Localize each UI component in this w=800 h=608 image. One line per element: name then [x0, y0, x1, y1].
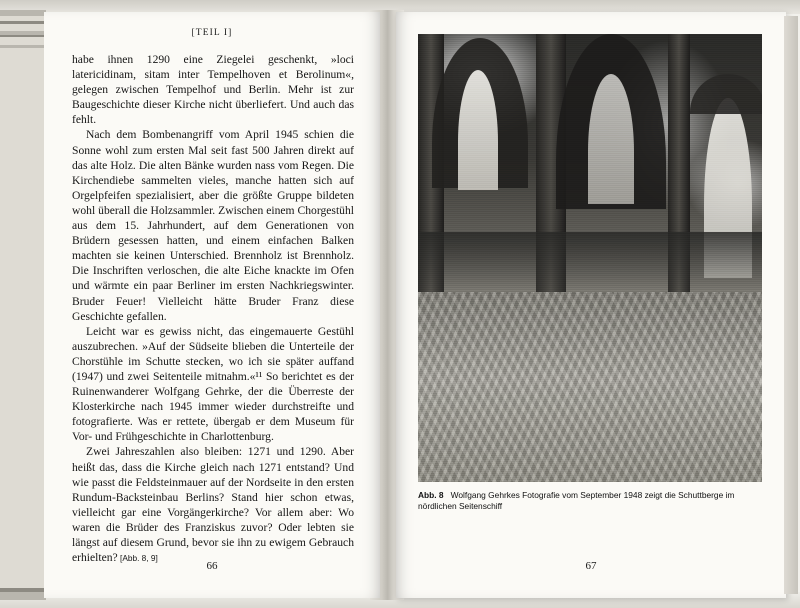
- paragraph: Leicht war es gewiss nicht, das eingemauerte Gestühl auszubrechen. »Auf der Südseite blieben die Unterteile der Chorstühle im Schutte stecken, wo ich sie später auffand (1947) und zwei Seitenteile mitnahm.«¹¹ So berichtet es der Ruinenwanderer Wolfgang Gehrke, der die Überreste der Klosterkirche nach 1945 immer wieder durchstreifte und fotografierte. Was er rettete, übergab er dem Museum für Vor- und Frühgeschichte in Charlottenburg.: [72, 324, 354, 444]
- right-page: [396, 12, 786, 598]
- figure-image: [418, 34, 762, 482]
- figure-reference: [Abb. 8, 9]: [117, 553, 158, 564]
- figure-caption-text: Wolfgang Gehrkes Fotografie vom September 1948 zeigt die Schuttberge im nördlichen Seitenschiff: [418, 490, 735, 512]
- page-block-edge-left: [0, 10, 46, 600]
- photo-grain: [418, 34, 762, 482]
- left-page: [44, 12, 380, 598]
- figure-caption: [418, 490, 762, 513]
- paragraph-with-figure-reference: [72, 444, 354, 566]
- paragraph: Nach dem Bombenangriff vom April 1945 schien die Sonne wohl zum ersten Mal seit fast 500 Jahren direkt auf das alte Holz. Die alten Bänke wurden nass vom Regen. Die Kirchendiebe sammelten vieles, manche hatten sich auf Orgelpfeifen spezialisiert, aber die größte Gruppe bildeten wohl überall die Holzsammler. Zwischen einem Chorgestühl aus dem 15. Jahrhundert, auf dem Generationen von Brüdern gesessen hatten, und einem einfachen Balken machten sie keinen Unterschied. Brennholz ist Brennholz. Die Inschriften verloschen, die alte Eiche knackte im Ofen und wärmte ein paar Berliner im ersten Nachkriegswinter. Bruder Feuer! Vielleicht hätte Bruder Franz diese Geschichte gefallen.: [72, 128, 354, 323]
- folio-right: 67: [585, 560, 597, 572]
- photograph: [418, 34, 762, 482]
- figure-label: Abb. 8: [418, 490, 444, 500]
- paragraph: habe ihnen 1290 eine Ziegelei geschenkt, »loci latericidinam, sitam inter Tempelhoven et Berolinum«, gelegen zwischen Tempelhof und Berlin. Mehr ist zur Baugeschichte dieser Kirche nicht überliefert. Und auch das fehlt.: [72, 53, 354, 127]
- page-block-edge-right: [784, 16, 798, 594]
- left-page-body: [72, 52, 354, 566]
- running-head: [TEIL I]: [191, 28, 233, 38]
- folio-left: 66: [206, 560, 218, 572]
- paragraph-text: Zwei Jahreszahlen also bleiben: 1271 und 1290. Aber heißt das, dass die Kirche gleich nach 1271 entstand? Und wie passt die Feldsteinmauer auf der Nordseite in den ersten Rundum-Backsteinbau Berlins? Stand hier schon etwas, vielleicht gar eine Vorgängerkirche? Vor allem aber: Wo waren die Brüder des Franziskus zuvor? Oder lebten sie längst auf diesem Grund, bevor sie ihn zu ewigem Gebrauch erhielten?: [72, 445, 354, 565]
